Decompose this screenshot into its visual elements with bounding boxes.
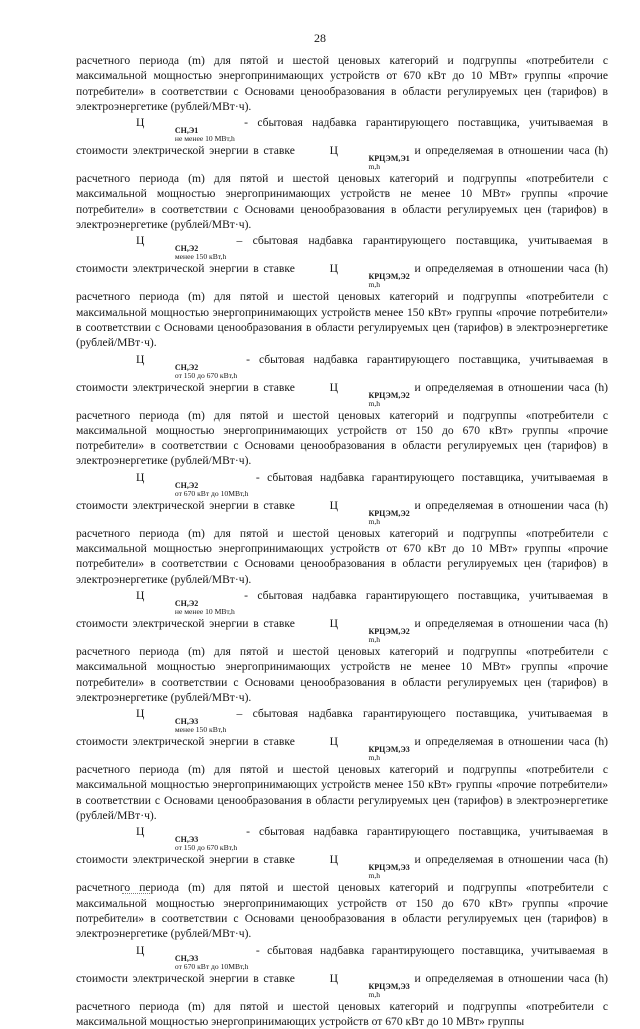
document-body xyxy=(76,53,608,1029)
symbol-superscript: СН,Э3 xyxy=(145,718,226,726)
rate-symbol-base: Ц xyxy=(330,144,338,157)
symbol-superscript: СН,Э2 xyxy=(145,245,226,253)
rate-symbol-indices xyxy=(338,628,409,644)
symbol-superscript: СН,Э2 xyxy=(145,482,249,490)
definition-text-part1: - сбытовая надбавка гарантирующего поставщика, учитываемая в стоимости электрической энергии в ставке xyxy=(76,116,608,157)
rate-symbol-indices xyxy=(338,864,409,880)
symbol-base: Ц xyxy=(136,116,144,129)
definition-paragraph xyxy=(76,943,608,1029)
rate-symbol-subscript: m,h xyxy=(338,754,409,762)
definition-paragraph xyxy=(76,352,608,469)
symbol-indices xyxy=(145,836,237,852)
symbol-superscript: СН,Э3 xyxy=(145,955,249,963)
definition-text-part2: и определяемая в отношении часа (h) расчетного периода (m) для пятой и шестой ценовых категорий и подгруппы «потребители с максимальной мощностью энергопринимающих устройств не менее 10 МВт» группы «прочие потребители» в соответствии с Основами ценообразования в области регулируемых цен (тарифов) в электроэнергетике (рублей/МВт·ч). xyxy=(76,617,608,704)
rate-symbol xyxy=(300,143,410,171)
markup-symbol xyxy=(106,352,237,380)
rate-symbol-superscript: КРЦЭМ,Э3 xyxy=(338,864,409,872)
definition-text-part1: - сбытовая надбавка гарантирующего поставщика, учитываемая в стоимости электрической энергии в ставке xyxy=(76,471,608,512)
rate-symbol-subscript: m,h xyxy=(338,281,409,289)
markup-symbol xyxy=(106,233,226,261)
rate-symbol-superscript: КРЦЭМ,Э3 xyxy=(338,983,409,991)
definition-text-part1: - сбытовая надбавка гарантирующего поставщика, учитываемая в стоимости электрической энергии в ставке xyxy=(76,944,608,985)
markup-symbol xyxy=(106,824,237,852)
definition-text-part2: и определяемая в отношении часа (h) расчетного периода (m) для пятой и шестой ценовых категорий и подгруппы «потребители с максимальной мощностью энергопринимающих устройств не менее 10 МВт» группы «прочие потребители» в соответствии с Основами ценообразования в области регулируемых цен (тарифов) в электроэнергетике (рублей/МВт·ч). xyxy=(76,144,608,231)
rate-symbol xyxy=(300,852,410,880)
lead-paragraph: расчетного периода (m) для пятой и шестой ценовых категорий и подгруппы «потребители с максимальной мощностью энергопринимающих устройств от 670 кВт до 10 МВт» группы «прочие потребители» в соответствии с Основами ценообразования в области регулируемых цен (тарифов) в электроэнергетике (рублей/МВт·ч). xyxy=(76,53,608,114)
rate-symbol-indices xyxy=(338,746,409,762)
definition-text-part2: и определяемая в отношении часа (h) расчетного периода (m) для пятой и шестой ценовых категорий и подгруппы «потребители с максимальной мощностью энергопринимающих устройств от 670 кВт до 10 МВт» группы xyxy=(76,972,608,1028)
symbol-superscript: СН,Э2 xyxy=(145,364,237,372)
rate-symbol-subscript: m,h xyxy=(338,872,409,880)
symbol-subscript: менее 150 кВт,h xyxy=(145,726,226,734)
symbol-subscript: не менее 10 МВт,h xyxy=(145,608,235,616)
definition-paragraph xyxy=(76,233,608,350)
symbol-base: Ц xyxy=(136,589,144,602)
definition-text-part1: - сбытовая надбавка гарантирующего поставщика, учитываемая в стоимости электрической энергии в ставке xyxy=(76,353,608,394)
definition-text-part1: - сбытовая надбавка гарантирующего поставщика, учитываемая в стоимости электрической энергии в ставке xyxy=(76,825,608,866)
rate-symbol-superscript: КРЦЭМ,Э2 xyxy=(338,628,409,636)
markup-symbol xyxy=(106,115,235,143)
symbol-indices xyxy=(145,718,226,734)
rate-symbol xyxy=(300,616,410,644)
markup-symbol xyxy=(106,470,248,498)
symbol-indices xyxy=(145,245,226,261)
symbol-subscript: менее 150 кВт,h xyxy=(145,253,226,261)
symbol-indices xyxy=(145,600,235,616)
rate-symbol-base: Ц xyxy=(330,262,338,275)
rate-symbol-indices xyxy=(338,392,409,408)
definition-text-part2: и определяемая в отношении часа (h) расчетного периода (m) для пятой и шестой ценовых категорий и подгруппы «потребители с максимальной мощностью энергопринимающих устройств от 150 до 670 кВт» группы «прочие потребители» в соответствии с Основами ценообразования в области регулируемых цен (тарифов) в электроэнергетике (рублей/МВт·ч). xyxy=(76,853,608,940)
rate-symbol-indices xyxy=(338,510,409,526)
symbol-indices xyxy=(145,364,237,380)
scan-artifact xyxy=(122,893,152,896)
rate-symbol-subscript: m,h xyxy=(338,636,409,644)
rate-symbol-superscript: КРЦЭМ,Э2 xyxy=(338,510,409,518)
rate-symbol-superscript: КРЦЭМ,Э2 xyxy=(338,273,409,281)
symbol-base: Ц xyxy=(136,944,144,957)
rate-symbol-subscript: m,h xyxy=(338,163,409,171)
definition-paragraph xyxy=(76,588,608,705)
definition-paragraph xyxy=(76,470,608,587)
definition-paragraph xyxy=(76,706,608,823)
rate-symbol-base: Ц xyxy=(330,381,338,394)
symbol-base: Ц xyxy=(136,234,144,247)
rate-symbol-indices xyxy=(338,273,409,289)
symbol-subscript: от 670 кВт до 10МВт,h xyxy=(145,490,249,498)
rate-symbol xyxy=(300,971,410,999)
symbol-base: Ц xyxy=(136,707,144,720)
definition-text-part2: и определяемая в отношении часа (h) расчетного периода (m) для пятой и шестой ценовых категорий и подгруппы «потребители с максимальной мощностью энергопринимающих устройств менее 150 кВт» группы «прочие потребители» в соответствии с Основами ценообразования в области регулируемых цен (тарифов) в электроэнергетике (рублей/МВт·ч). xyxy=(76,735,608,822)
symbol-base: Ц xyxy=(136,825,144,838)
definition-text-part1: - сбытовая надбавка гарантирующего поставщика, учитываемая в стоимости электрической энергии в ставке xyxy=(76,589,608,630)
rate-symbol-subscript: m,h xyxy=(338,518,409,526)
rate-symbol-superscript: КРЦЭМ,Э1 xyxy=(338,155,409,163)
definitions-list xyxy=(76,115,608,1029)
symbol-base: Ц xyxy=(136,471,144,484)
definition-text-part1: – сбытовая надбавка гарантирующего поставщика, учитываемая в стоимости электрической энергии в ставке xyxy=(76,707,608,748)
definition-text-part2: и определяемая в отношении часа (h) расчетного периода (m) для пятой и шестой ценовых категорий и подгруппы «потребители с максимальной мощностью энергопринимающих устройств от 150 до 670 кВт» группы «прочие потребители» в соответствии с Основами ценообразования в области регулируемых цен (тарифов) в электроэнергетике (рублей/МВт·ч). xyxy=(76,381,608,468)
rate-symbol-superscript: КРЦЭМ,Э2 xyxy=(338,392,409,400)
symbol-superscript: СН,Э2 xyxy=(145,600,235,608)
rate-symbol-subscript: m,h xyxy=(338,400,409,408)
page-number: 28 xyxy=(0,31,640,46)
rate-symbol xyxy=(300,734,410,762)
definition-paragraph xyxy=(76,824,608,941)
rate-symbol-base: Ц xyxy=(330,617,338,630)
symbol-indices xyxy=(145,127,235,143)
definition-paragraph xyxy=(76,115,608,232)
definition-text-part2: и определяемая в отношении часа (h) расчетного периода (m) для пятой и шестой ценовых категорий и подгруппы «потребители с максимальной мощностью энергопринимающих устройств менее 150 кВт» группы «прочие потребители» в соответствии с Основами ценообразования в области регулируемых цен (тарифов) в электроэнергетике (рублей/МВт·ч). xyxy=(76,262,608,349)
rate-symbol-indices xyxy=(338,155,409,171)
symbol-base: Ц xyxy=(136,353,144,366)
rate-symbol-base: Ц xyxy=(330,972,338,985)
rate-symbol-indices xyxy=(338,983,409,999)
symbol-indices xyxy=(145,955,249,971)
definition-text-part2: и определяемая в отношении часа (h) расчетного периода (m) для пятой и шестой ценовых категорий и подгруппы «потребители с максимальной мощностью энергопринимающих устройств от 670 кВт до 10 МВт» группы «прочие потребители» в соответствии с Основами ценообразования в области регулируемых цен (тарифов) в электроэнергетике (рублей/МВт·ч). xyxy=(76,499,608,586)
rate-symbol-superscript: КРЦЭМ,Э3 xyxy=(338,746,409,754)
symbol-superscript: СН,Э3 xyxy=(145,836,237,844)
symbol-indices xyxy=(145,482,249,498)
rate-symbol xyxy=(300,380,410,408)
markup-symbol xyxy=(106,943,248,971)
symbol-subscript: от 150 до 670 кВт,h xyxy=(145,844,237,852)
rate-symbol-base: Ц xyxy=(330,853,338,866)
markup-symbol xyxy=(106,706,226,734)
symbol-superscript: СН,Э1 xyxy=(145,127,235,135)
rate-symbol xyxy=(300,261,410,289)
rate-symbol xyxy=(300,498,410,526)
markup-symbol xyxy=(106,588,235,616)
rate-symbol-base: Ц xyxy=(330,735,338,748)
symbol-subscript: не менее 10 МВт,h xyxy=(145,135,235,143)
rate-symbol-base: Ц xyxy=(330,499,338,512)
definition-text-part1: – сбытовая надбавка гарантирующего поставщика, учитываемая в стоимости электрической энергии в ставке xyxy=(76,234,608,275)
symbol-subscript: от 670 кВт до 10МВт,h xyxy=(145,963,249,971)
rate-symbol-subscript: m,h xyxy=(338,991,409,999)
symbol-subscript: от 150 до 670 кВт,h xyxy=(145,372,237,380)
